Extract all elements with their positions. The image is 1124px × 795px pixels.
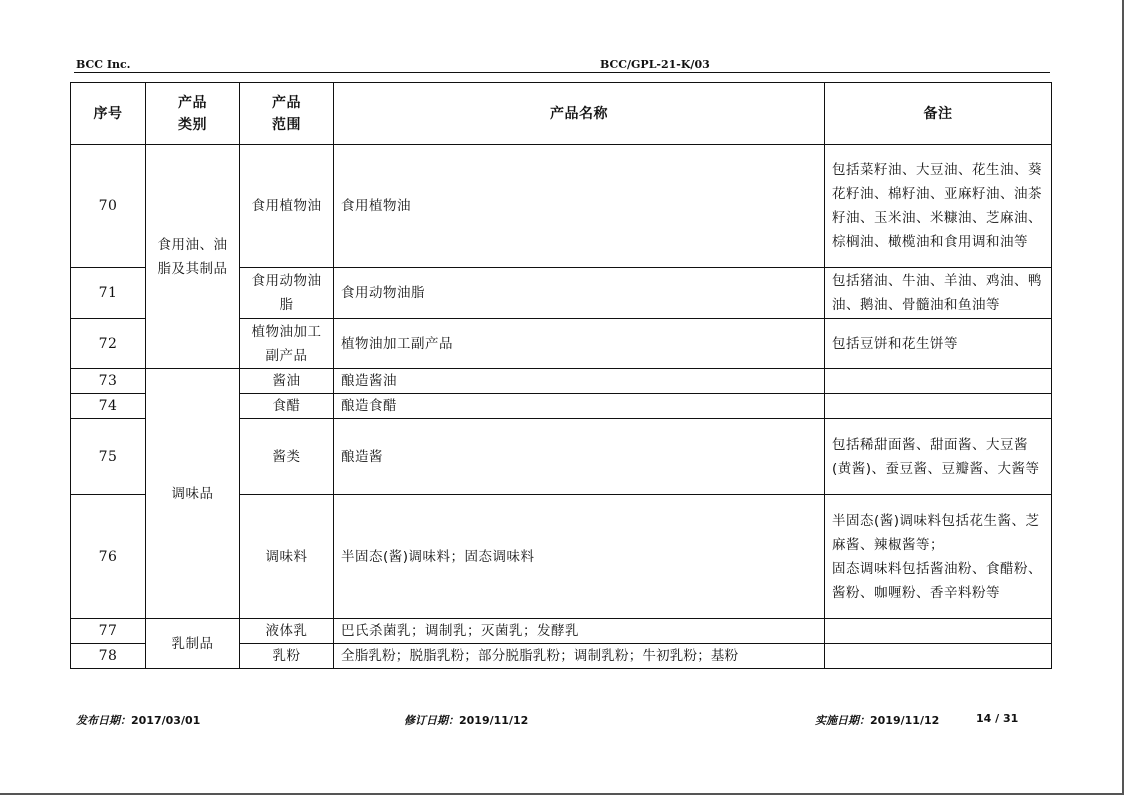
row-category: 调味品 <box>146 369 240 619</box>
row-name: 植物油加工副产品 <box>334 319 825 369</box>
header-rule <box>74 72 1050 73</box>
row-name: 全脂乳粉；脱脂乳粉；部分脱脂乳粉；调制乳粉；牛初乳粉；基粉 <box>334 644 825 669</box>
row-scope: 食醋 <box>240 394 334 419</box>
col-header-no: 序号 <box>71 83 146 145</box>
row-scope: 食用动物油脂 <box>240 268 334 319</box>
publish-value: 2017/03/01 <box>131 714 201 727</box>
row-scope: 酱类 <box>240 419 334 495</box>
row-number: 72 <box>71 319 146 369</box>
footer-revise-date <box>404 712 528 728</box>
row-note <box>825 394 1052 419</box>
revise-label: 修订日期： <box>404 714 459 727</box>
header-company: BCC Inc. <box>76 58 131 71</box>
row-scope: 植物油加工副产品 <box>240 319 334 369</box>
row-name: 酿造酱 <box>334 419 825 495</box>
revise-value: 2019/11/12 <box>459 714 529 727</box>
table-row <box>71 145 1052 268</box>
row-note <box>825 619 1052 644</box>
row-name: 酿造酱油 <box>334 369 825 394</box>
row-name: 食用植物油 <box>334 145 825 268</box>
row-number: 78 <box>71 644 146 669</box>
row-scope: 食用植物油 <box>240 145 334 268</box>
publish-label: 发布日期： <box>76 714 131 727</box>
effective-value: 2019/11/12 <box>870 714 940 727</box>
row-number: 73 <box>71 369 146 394</box>
table-header-row <box>71 83 1052 145</box>
row-number: 70 <box>71 145 146 268</box>
col-header-category: 产品 类别 <box>146 83 240 145</box>
row-name: 酿造食醋 <box>334 394 825 419</box>
row-scope: 乳粉 <box>240 644 334 669</box>
row-note <box>825 369 1052 394</box>
footer-effective-date <box>815 712 939 728</box>
row-number: 71 <box>71 268 146 319</box>
row-category: 乳制品 <box>146 619 240 669</box>
row-number: 76 <box>71 495 146 619</box>
row-note: 包括豆饼和花生饼等 <box>825 319 1052 369</box>
row-name: 半固态(酱)调味料；固态调味料 <box>334 495 825 619</box>
row-note: 包括猪油、牛油、羊油、鸡油、鸭油、鹅油、骨髓油和鱼油等 <box>825 268 1052 319</box>
row-number: 75 <box>71 419 146 495</box>
row-number: 74 <box>71 394 146 419</box>
row-note: 半固态(酱)调味料包括花生酱、芝麻酱、辣椒酱等； 固态调味料包括酱油粉、食醋粉、酱粉、咖喱粉、香辛料粉等 <box>825 495 1052 619</box>
effective-label: 实施日期： <box>815 714 870 727</box>
row-note: 包括菜籽油、大豆油、花生油、葵花籽油、棉籽油、亚麻籽油、油茶籽油、玉米油、米糠油、芝麻油、棕榈油、橄榄油和食用调和油等 <box>825 145 1052 268</box>
row-number: 77 <box>71 619 146 644</box>
footer-page-number: 14 / 31 <box>976 712 1019 725</box>
table-row <box>71 619 1052 644</box>
row-name: 食用动物油脂 <box>334 268 825 319</box>
footer-publish-date <box>76 712 200 728</box>
product-table <box>70 82 1052 669</box>
header-doc-code: BCC/GPL-21-K/03 <box>600 58 710 71</box>
table-row <box>71 369 1052 394</box>
row-scope: 液体乳 <box>240 619 334 644</box>
row-scope: 酱油 <box>240 369 334 394</box>
col-header-scope: 产品 范围 <box>240 83 334 145</box>
row-note <box>825 644 1052 669</box>
row-scope: 调味料 <box>240 495 334 619</box>
col-header-name: 产品名称 <box>334 83 825 145</box>
row-category: 食用油、油脂及其制品 <box>146 145 240 369</box>
col-header-note: 备注 <box>825 83 1052 145</box>
row-note: 包括稀甜面酱、甜面酱、大豆酱(黄酱)、蚕豆酱、豆瓣酱、大酱等 <box>825 419 1052 495</box>
row-name: 巴氏杀菌乳；调制乳；灭菌乳；发酵乳 <box>334 619 825 644</box>
